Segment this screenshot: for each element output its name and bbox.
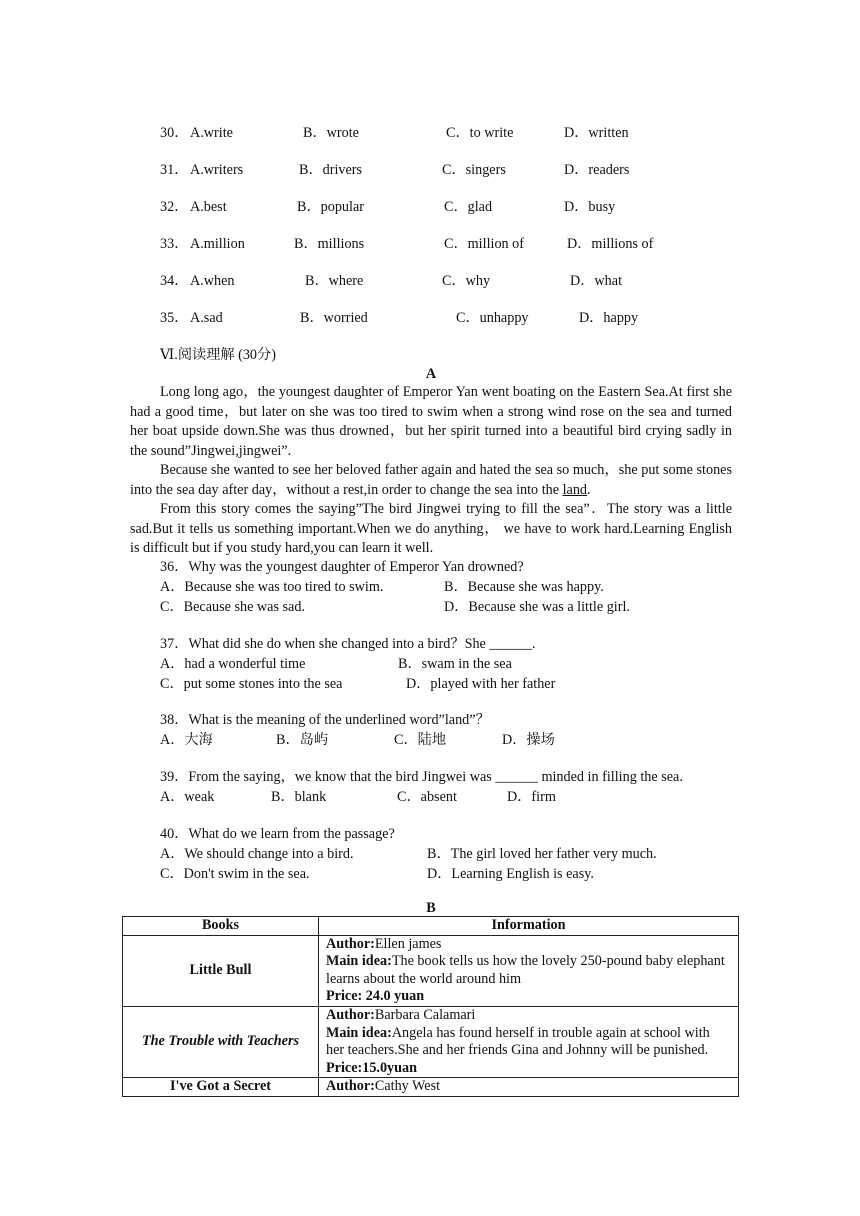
book-info (319, 935, 739, 1006)
option-b: B．blank (271, 789, 327, 805)
option-b: B．swam in the sea (398, 656, 512, 672)
option-b: B．wrote (303, 125, 359, 141)
column-header: Information (319, 917, 739, 936)
author-name: Barbara Calamari (374, 1006, 476, 1023)
option-b: B．where (305, 273, 364, 289)
option-c: C．Because she was sad. (160, 599, 305, 615)
author-line (326, 936, 731, 954)
question-number: 31． (160, 162, 189, 178)
question-number: 34． (160, 273, 189, 289)
question-stem: 36．Why was the youngest daughter of Emperor Yan drowned? (160, 559, 524, 575)
option-a: A.million (190, 236, 245, 252)
option-c: C．陆地 (394, 732, 447, 748)
passage-a-paragraph-1 (130, 383, 732, 461)
option-d: D．millions of (567, 236, 654, 252)
passage-a-paragraph-2 (130, 461, 732, 500)
option-b: B．岛屿 (276, 732, 329, 748)
table-row (123, 1078, 739, 1097)
option-a: A．had a wonderful time (160, 656, 306, 672)
book-info (319, 1078, 739, 1097)
table-row (123, 1006, 739, 1077)
option-d: D．played with her father (406, 676, 556, 692)
column-header: Books (123, 917, 319, 936)
price: Price: 24.0 yuan (326, 988, 425, 1005)
option-c: C．million of (444, 236, 525, 252)
main-idea-label: Main idea: (326, 1024, 392, 1041)
option-b: B．Because she was happy. (444, 579, 604, 595)
option-b: B．millions (294, 236, 365, 252)
main-idea-text: The book tells us how the lovely 250-pound baby elephant learns about the world around him (326, 953, 725, 987)
option-c: C．Don't swim in the sea. (160, 866, 310, 882)
books-table (122, 916, 739, 1097)
underlined-word: land (562, 481, 588, 498)
author-name: Ellen james (374, 935, 442, 952)
main-idea-line (326, 1025, 731, 1060)
option-c: C．put some stones into the sea (160, 676, 343, 692)
author-line (326, 1007, 731, 1025)
main-idea-line (326, 953, 731, 988)
option-b: B．worried (300, 310, 368, 326)
option-d: D．busy (564, 199, 616, 215)
table-row (123, 935, 739, 1006)
book-title: Little Bull (123, 935, 319, 1006)
paragraph-text: From this story comes the saying”The bird Jingwei trying to fill the sea”．The story was a little sad.But it tells us something important.When we do anything， we have to work hard.Learning English is difficult but if you study hard,you can learn it well. (130, 501, 732, 557)
option-c: C．to write (446, 125, 514, 141)
book-title: I've Got a Secret (123, 1078, 319, 1097)
main-idea-text: Angela has found herself in trouble again at school with her teachers.She and her friends Gina and Johnny will be punished. (326, 1024, 710, 1059)
author-name: Cathy West (374, 1078, 441, 1095)
table-header-row (123, 917, 739, 936)
option-a: A．Because she was too tired to swim. (160, 579, 384, 595)
option-a: A．大海 (160, 732, 213, 748)
option-d: D．happy (579, 310, 639, 326)
option-a: A.sad (190, 310, 223, 326)
paragraph-text: . (587, 481, 591, 498)
option-a: A．weak (160, 789, 215, 805)
paragraph-text: Because she wanted to see her beloved father again and hated the sea so much，she put some stones into the sea day after day，without a rest,in order to change the sea into the (130, 462, 732, 498)
price: Price:15.0yuan (326, 1059, 418, 1076)
option-c: C．why (442, 273, 491, 289)
passage-b-label: B (426, 900, 436, 916)
option-d: D．Because she was a little girl. (444, 599, 630, 615)
section-title: Ⅵ.阅读理解 (30分) (160, 347, 276, 363)
option-a: A.writers (190, 162, 244, 178)
option-a: A.best (190, 199, 227, 215)
question-stem: 40．What do we learn from the passage? (160, 826, 395, 842)
option-d: D．readers (564, 162, 630, 178)
passage-a-label: A (425, 366, 437, 382)
passage-a-paragraph-3 (130, 500, 732, 559)
option-d: D．firm (507, 789, 556, 805)
option-d: D．Learning English is easy. (427, 866, 594, 882)
option-d: D．what (570, 273, 623, 289)
question-stem: 38．What is the meaning of the underlined word”land”？ (160, 712, 490, 728)
question-number: 32． (160, 199, 189, 215)
main-idea-label: Main idea: (326, 953, 392, 970)
author-label: Author: (326, 1006, 375, 1023)
option-a: A.when (190, 273, 235, 289)
paragraph-text: Long long ago，the youngest daughter of Emperor Yan went boating on the Eastern Sea.At first she had a good time，but later on she was too tired to swim when a strong wind rose on the sea and turned her boat upside down.She was thus drowned，but her spirit turned into a beautiful bird crying sadly in the sound”Jingwei,jingwei”. (130, 384, 732, 459)
option-c: C．singers (442, 162, 506, 178)
option-a: A.write (190, 125, 233, 141)
question-stem: 39．From the saying，we know that the bird Jingwei was ______ minded in filling the sea. (160, 769, 683, 785)
option-c: C．unhappy (456, 310, 529, 326)
question-number: 30． (160, 125, 189, 141)
author-label: Author: (326, 1078, 375, 1095)
book-info (319, 1006, 739, 1077)
author-line (326, 1078, 731, 1096)
option-a: A．We should change into a bird. (160, 846, 354, 862)
option-b: B．popular (297, 199, 364, 215)
option-c: C．absent (397, 789, 457, 805)
option-d: D．written (564, 125, 629, 141)
author-label: Author: (326, 935, 375, 952)
option-c: C．glad (444, 199, 493, 215)
option-d: D．操场 (502, 732, 555, 748)
question-number: 33． (160, 236, 189, 252)
book-title: The Trouble with Teachers (123, 1006, 319, 1077)
option-b: B．drivers (299, 162, 363, 178)
question-stem: 37．What did she do when she changed into a bird？She ______. (160, 636, 536, 652)
question-number: 35． (160, 310, 189, 326)
option-b: B．The girl loved her father very much. (427, 846, 657, 862)
